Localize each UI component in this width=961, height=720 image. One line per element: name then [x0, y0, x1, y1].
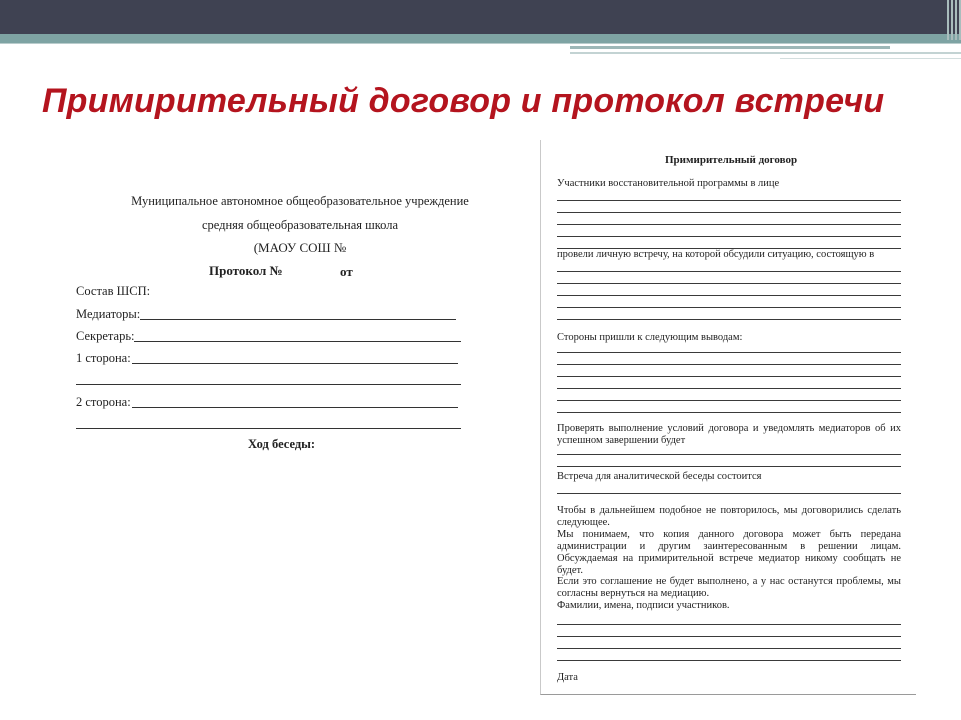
mediators-line: [140, 319, 456, 320]
fill-line: [557, 200, 901, 201]
participants-text: Участники восстановительной программы в лице: [557, 178, 780, 189]
fill-line: [557, 636, 901, 637]
fill-line: [557, 271, 901, 272]
return-to-mediation-text: Если это соглашение не будет выполнено, а у нас останутся проблемы, мы согласны вернуться на медиацию.: [557, 576, 901, 599]
prevention-text: Чтобы в дальнейшем подобное не повторилось, мы договорились сделать следующее.: [557, 505, 901, 528]
fill-line: [557, 648, 901, 649]
decor-vertical-stripes: [930, 0, 961, 40]
decor-line: [570, 46, 890, 49]
decor-line: [780, 58, 961, 59]
fill-line: [557, 466, 901, 467]
fill-line: [557, 364, 901, 365]
side1-label: 1 сторона:: [76, 351, 131, 365]
protocol-title: Протокол №: [209, 263, 283, 278]
fill-line: [557, 624, 901, 625]
fill-line: [557, 660, 901, 661]
fill-line: [557, 376, 901, 377]
header-band: [0, 0, 961, 34]
fill-line: [557, 236, 901, 237]
conclusions-text: Стороны пришли к следующим выводам:: [557, 332, 743, 343]
meeting-text: провели личную встречу, на которой обсудили ситуацию, состоящую в: [557, 249, 875, 260]
fill-line: [557, 224, 901, 225]
fill-line: [557, 307, 901, 308]
protocol-date-label: от: [340, 264, 353, 279]
decor-line: [570, 52, 961, 54]
side2-line: [132, 407, 458, 408]
side1-line: [132, 363, 458, 364]
analytic-meeting-text: Встреча для аналитической беседы состоится: [557, 471, 762, 482]
side1-extra-line: [76, 384, 461, 385]
secretary-label: Секретарь:: [76, 329, 135, 343]
fill-line: [557, 212, 901, 213]
signatures-label: Фамилии, имена, подписи участников.: [557, 600, 730, 611]
fill-line: [557, 388, 901, 389]
conversation-label: Ход беседы:: [248, 437, 316, 451]
fill-line: [557, 454, 901, 455]
header-accent-stripe: [0, 34, 961, 43]
fill-line: [557, 319, 901, 320]
confidentiality-text: Мы понимаем, что копия данного договора может быть передана администрации и другим заинтересованным в решении лицам. Обсуждаемая на примирительной встрече медиатор никому сообщать не будет.: [557, 529, 901, 576]
fill-line: [557, 283, 901, 284]
school-short-name: (МАОУ СОШ №: [253, 240, 347, 255]
agreement-title: Примирительный договор: [665, 154, 798, 166]
side2-label: 2 сторона:: [76, 395, 131, 409]
fill-line: [557, 352, 901, 353]
school-type: средняя общеобразовательная школа: [201, 218, 399, 232]
header-divider: [0, 43, 961, 44]
fill-line: [557, 412, 901, 413]
org-name: Муниципальное автономное общеобразовательное учреждение: [131, 194, 469, 208]
fill-line: [557, 493, 901, 494]
fill-line: [557, 295, 901, 296]
agreement-document: [540, 140, 916, 695]
side2-extra-line: [76, 428, 461, 429]
composition-label: Состав ШСП:: [76, 284, 151, 298]
mediators-label: Медиаторы:: [76, 307, 141, 321]
slide-title: Примирительный договор и протокол встречи: [42, 82, 885, 120]
date-label: Дата: [557, 672, 578, 683]
check-text: Проверять выполнение условий договора и уведомлять медиаторов об их успешном завершении будет: [557, 423, 901, 446]
secretary-line: [134, 341, 461, 342]
fill-line: [557, 400, 901, 401]
